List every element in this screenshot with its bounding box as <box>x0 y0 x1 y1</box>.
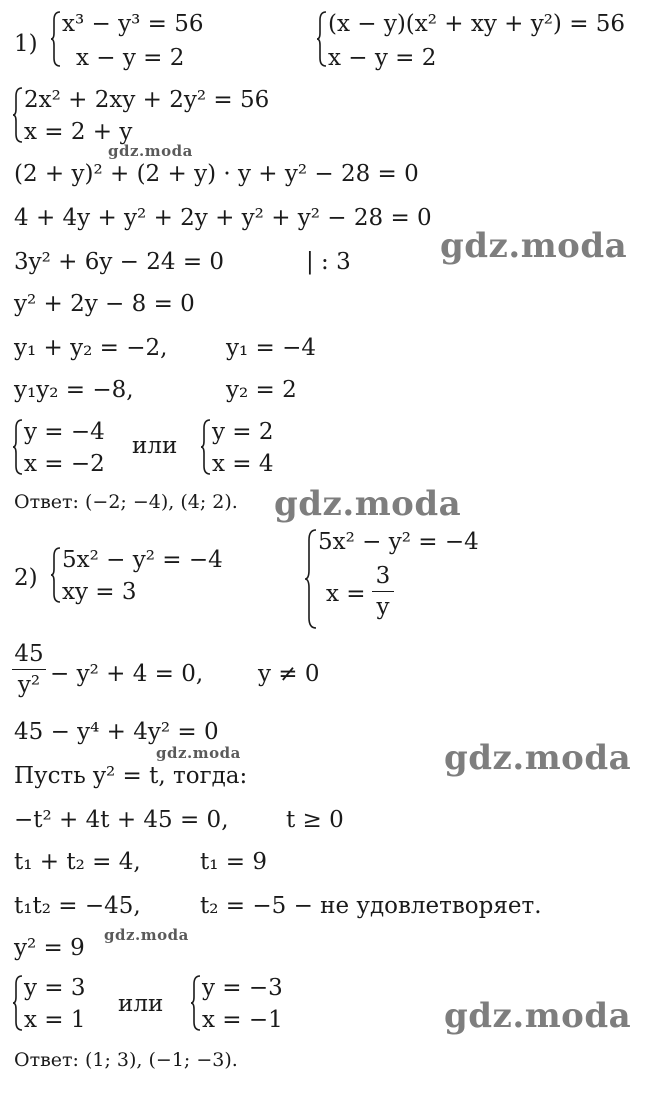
p2-solution-1-y: y = 3 <box>24 975 86 1001</box>
p1-vieta-sum: y₁ + y₂ = −2, <box>14 335 168 361</box>
p1-line-4: y² + 2y − 8 = 0 <box>14 291 195 317</box>
system-brace <box>190 974 202 1032</box>
system-brace <box>50 546 62 604</box>
p1-system-2-eq-2: x − y = 2 <box>328 45 437 71</box>
p1-system-2-eq-1: (x − y)(x² + xy + y²) = 56 <box>328 11 626 37</box>
p1-vieta-product: y₁y₂ = −8, <box>14 377 134 403</box>
p2-or-word: или <box>118 991 164 1017</box>
p2-system-1-eq-1: 5x² − y² = −4 <box>62 547 223 573</box>
p2-answer: Ответ: (1; 3), (−1; −3). <box>14 1049 238 1071</box>
p1-system-3-eq-1: 2x² + 2xy + 2y² = 56 <box>24 87 270 113</box>
p2-vieta-sum: t₁ + t₂ = 4, <box>14 849 141 875</box>
p2-system-2-fraction <box>372 562 394 621</box>
fraction-denominator: y <box>376 594 390 620</box>
p1-system-1-eq-2: x − y = 2 <box>76 45 185 71</box>
system-brace <box>200 418 212 476</box>
p1-line-2: 4 + 4y + y² + 2y + y² + y² − 28 = 0 <box>14 205 432 231</box>
p1-or-word: или <box>132 433 178 459</box>
watermark: gdz.moda <box>444 738 632 778</box>
p2-solution-2-y: y = −3 <box>202 975 283 1001</box>
p1-solution-2-y: y = 2 <box>212 419 274 445</box>
problem-1-number: 1) <box>14 31 38 57</box>
p1-system-3-eq-2: x = 2 + y <box>24 119 133 145</box>
p2-root-1: t₁ = 9 <box>200 849 267 875</box>
p2-line-2: 45 − y⁴ + 4y² = 0 <box>14 719 219 745</box>
problem-2-number: 2) <box>14 565 38 591</box>
watermark: gdz.moda <box>440 226 628 266</box>
p2-line-1: − y² + 4 = 0, <box>50 661 204 687</box>
p2-substitution: Пусть y² = t, тогда: <box>14 763 248 789</box>
system-brace <box>12 86 24 144</box>
fraction-numerator: 45 <box>14 641 44 667</box>
p1-line-1: (2 + y)² + (2 + y) · y + y² − 28 = 0 <box>14 161 419 187</box>
p1-system-1-eq-1: x³ − y³ = 56 <box>62 11 204 37</box>
p1-solution-1-y: y = −4 <box>24 419 105 445</box>
p1-root-2: y₂ = 2 <box>226 377 297 403</box>
watermark: gdz.moda <box>108 142 193 160</box>
system-brace <box>316 10 328 68</box>
p2-system-2-x-equals: x = <box>326 581 366 607</box>
system-brace <box>12 974 24 1032</box>
p2-fraction-45-over-y2 <box>12 640 46 699</box>
p1-answer: Ответ: (−2; −4), (4; 2). <box>14 491 238 513</box>
p2-vieta-product: t₁t₂ = −45, <box>14 893 141 919</box>
fraction-numerator: 3 <box>375 563 391 589</box>
p2-solution-1-x: x = 1 <box>24 1007 86 1033</box>
system-brace <box>304 528 318 630</box>
p1-solution-2-x: x = 4 <box>212 451 274 477</box>
p1-solution-1-x: x = −2 <box>24 451 105 477</box>
fraction-bar <box>372 591 394 592</box>
watermark: gdz.moda <box>274 484 462 524</box>
fraction-denominator: y² <box>17 672 41 698</box>
watermark: gdz.moda <box>156 744 241 762</box>
system-brace <box>12 418 24 476</box>
p1-line-3-divide: | : 3 <box>306 249 351 275</box>
p2-system-1-eq-2: xy = 3 <box>62 579 137 605</box>
p2-line-1-condition: y ≠ 0 <box>258 661 320 687</box>
system-brace <box>50 10 62 68</box>
p1-root-1: y₁ = −4 <box>226 335 317 361</box>
p1-line-3: 3y² + 6y − 24 = 0 <box>14 249 225 275</box>
watermark: gdz.moda <box>104 926 189 944</box>
p2-solution-2-x: x = −1 <box>202 1007 283 1033</box>
fraction-bar <box>12 669 46 670</box>
watermark: gdz.moda <box>444 996 632 1036</box>
p2-root-2: t₂ = −5 − не удовлетворяет. <box>200 893 542 919</box>
p2-system-2-eq-1: 5x² − y² = −4 <box>318 529 479 555</box>
p2-line-7: y² = 9 <box>14 935 85 961</box>
p2-line-4-condition: t ≥ 0 <box>286 807 344 833</box>
p2-line-4: −t² + 4t + 45 = 0, <box>14 807 229 833</box>
